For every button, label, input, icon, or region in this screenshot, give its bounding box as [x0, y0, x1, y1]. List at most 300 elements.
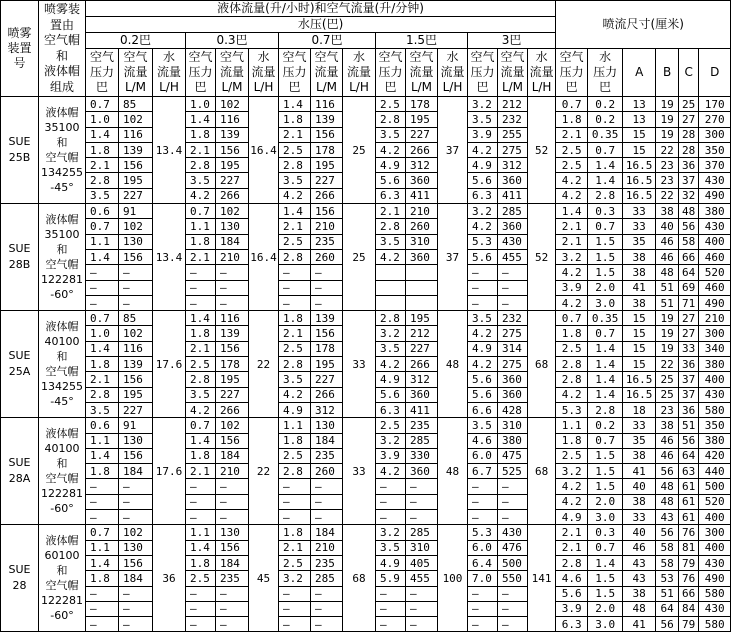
cell-line: -60° — [50, 609, 74, 623]
air-pressure-cell: 2.1 — [279, 326, 311, 341]
water-flow-cell: 37 — [438, 97, 468, 204]
spray-b-cell: 48 — [656, 494, 679, 509]
air-flow-cell: 156 — [119, 372, 153, 387]
air-pressure-cell: 1.8 — [86, 142, 119, 157]
cell-line: 流量 — [409, 65, 434, 79]
air-flow-cell: 130 — [119, 540, 153, 555]
air-flow-cell: 130 — [119, 234, 153, 249]
air-pressure-cell: 1.4 — [86, 555, 119, 570]
spray-c-cell: 63 — [679, 464, 699, 479]
air-pressure-cell: – — [468, 494, 498, 509]
cell-line: 和 — [55, 48, 68, 63]
spray-d-cell: 400 — [699, 234, 731, 249]
spray-water-pressure-cell: 0.3 — [588, 204, 623, 219]
spray-water-pressure-cell: 0.3 — [588, 525, 623, 540]
air-flow-cell: – — [311, 479, 343, 494]
water-flow-cell: 48 — [438, 311, 468, 418]
air-flow-cell: 156 — [311, 326, 343, 341]
air-pressure-cell: – — [86, 265, 119, 280]
cell-line: 25B — [8, 151, 31, 165]
air-flow-cell: – — [498, 601, 528, 616]
air-flow-header — [311, 49, 343, 97]
air-flow-cell: 475 — [498, 448, 528, 463]
spray-d-cell: 350 — [699, 418, 731, 433]
cell-line: 压力 — [188, 65, 213, 79]
spray-c-cell: 79 — [679, 555, 699, 570]
water-flow-header — [528, 49, 556, 97]
air-flow-cell: 312 — [406, 372, 438, 387]
air-flow-cell — [406, 265, 438, 280]
air-flow-cell: – — [498, 510, 528, 525]
air-pressure-cell: 4.9 — [468, 158, 498, 173]
air-pressure-cell: 2.5 — [376, 418, 406, 433]
spray-water-pressure-cell: 0.7 — [588, 142, 623, 157]
air-flow-cell: 195 — [311, 158, 343, 173]
cell-line: 流量 — [529, 65, 554, 79]
air-flow-cell: 178 — [311, 142, 343, 157]
spray-a-cell: 38 — [623, 295, 656, 310]
air-flow-cell: – — [216, 494, 249, 509]
air-flow-cell: 156 — [216, 540, 249, 555]
air-pressure-cell: 1.4 — [186, 112, 216, 127]
air-flow-header — [119, 49, 153, 97]
air-flow-cell: 178 — [406, 97, 438, 112]
spray-d-cell: 430 — [699, 555, 731, 570]
air-pressure-cell: 4.9 — [279, 402, 311, 417]
air-flow-cell: 312 — [311, 402, 343, 417]
spray-air-pressure-cell: 1.1 — [556, 418, 588, 433]
spray-d-cell: 380 — [699, 433, 731, 448]
spray-a-cell: 35 — [623, 234, 656, 249]
air-pressure-cell: 1.4 — [186, 433, 216, 448]
air-flow-cell: – — [216, 280, 249, 295]
air-pressure-cell: 3.5 — [468, 418, 498, 433]
air-flow-cell: 102 — [119, 525, 153, 540]
air-pressure-cell: – — [468, 586, 498, 601]
air-flow-cell: – — [498, 617, 528, 632]
spray-water-pressure-cell: 0.7 — [588, 433, 623, 448]
spray-a-cell: 33 — [623, 219, 656, 234]
spray-d-cell: 580 — [699, 586, 731, 601]
air-pressure-cell: 6.3 — [468, 188, 498, 203]
cell-line: 流量 — [123, 65, 148, 79]
cell-line: 流量 — [440, 65, 465, 79]
air-pressure-cell: 5.6 — [468, 372, 498, 387]
air-pressure-cell: 2.8 — [376, 112, 406, 127]
spray-d-cell: 520 — [699, 494, 731, 509]
air-pressure-cell: 3.2 — [376, 525, 406, 540]
air-pressure-cell: 1.8 — [186, 448, 216, 463]
air-pressure-cell: 4.9 — [376, 555, 406, 570]
spray-d-cell: 490 — [699, 188, 731, 203]
spray-a-cell: 15 — [623, 341, 656, 356]
cell-line: -60° — [50, 288, 74, 302]
air-pressure-cell: 3.5 — [376, 540, 406, 555]
spray-c-cell: 69 — [679, 280, 699, 295]
spray-d-cell: 430 — [699, 219, 731, 234]
air-flow-cell: 184 — [216, 555, 249, 570]
spray-d-cell: 490 — [699, 295, 731, 310]
air-pressure-cell: – — [468, 510, 498, 525]
water-flow-header — [438, 49, 468, 97]
cell-line: 水 — [599, 50, 612, 64]
air-pressure-cell: 1.0 — [86, 112, 119, 127]
spray-a-cell: 35 — [623, 433, 656, 448]
cell-line: SUE — [8, 349, 31, 363]
air-pressure-cell: 1.8 — [186, 234, 216, 249]
air-pressure-cell: 3.5 — [468, 112, 498, 127]
water-flow-cell: 68 — [528, 418, 556, 525]
cell-line: 巴 — [95, 80, 108, 94]
air-pressure-cell: – — [376, 494, 406, 509]
spray-b-cell: 64 — [656, 601, 679, 616]
air-flow-cell: 428 — [498, 402, 528, 417]
air-pressure-cell: 0.7 — [86, 525, 119, 540]
air-flow-cell: – — [311, 494, 343, 509]
air-flow-cell: 139 — [216, 326, 249, 341]
spray-air-pressure-cell: 2.8 — [556, 555, 588, 570]
air-flow-cell: 116 — [216, 311, 249, 326]
cell-line: L/H — [349, 80, 369, 94]
spray-a-cell: 15 — [623, 357, 656, 372]
air-pressure-cell: 1.8 — [86, 464, 119, 479]
spray-a-cell: 15 — [623, 326, 656, 341]
pressure-label: 0.2巴 — [86, 33, 186, 49]
air-flow-cell: 130 — [311, 418, 343, 433]
spray-a-cell: 41 — [623, 464, 656, 479]
air-flow-cell: 102 — [216, 204, 249, 219]
air-pressure-cell: 2.8 — [279, 464, 311, 479]
cell-line: 40100 — [44, 442, 80, 456]
air-pressure-cell: 4.2 — [468, 357, 498, 372]
spray-water-pressure-cell: 1.4 — [588, 173, 623, 188]
spray-water-pressure-cell: 1.5 — [588, 249, 623, 264]
pressure-label: 0.7巴 — [279, 33, 376, 49]
spray-b-cell: 51 — [656, 586, 679, 601]
air-pressure-cell: 2.5 — [279, 341, 311, 356]
spray-air-pressure-cell: 4.2 — [556, 479, 588, 494]
spray-b-cell: 19 — [656, 127, 679, 142]
air-pressure-cell: 3.5 — [376, 127, 406, 142]
spray-b-cell: 48 — [656, 479, 679, 494]
spray-air-pressure-cell: 0.7 — [556, 97, 588, 112]
air-flow-cell: 210 — [311, 540, 343, 555]
spray-d-cell: 440 — [699, 464, 731, 479]
air-flow-cell: 102 — [119, 326, 153, 341]
cell-line: 水 — [352, 50, 365, 64]
spray-air-pressure-cell: 5.3 — [556, 402, 588, 417]
air-pressure-cell — [376, 280, 406, 295]
spray-c-cell: 48 — [679, 204, 699, 219]
air-pressure-cell: 3.5 — [376, 234, 406, 249]
cell-line: 装置 — [7, 41, 32, 55]
air-pressure-cell: 4.2 — [468, 142, 498, 157]
spray-b-cell: 19 — [656, 112, 679, 127]
cell-line: 空气 — [470, 50, 495, 64]
air-flow-cell: 525 — [498, 464, 528, 479]
air-flow-cell: 116 — [311, 97, 343, 112]
air-pressure-cell: 1.8 — [86, 357, 119, 372]
air-pressure-cell: 4.2 — [468, 219, 498, 234]
air-pressure-cell: – — [279, 265, 311, 280]
cell-line: 压力 — [89, 65, 114, 79]
spray-b-cell: 51 — [656, 295, 679, 310]
air-pressure-header — [186, 49, 216, 97]
spray-b-cell: 43 — [656, 510, 679, 525]
air-flow-cell: 360 — [498, 387, 528, 402]
spray-b-cell: 56 — [656, 617, 679, 632]
spray-c-cell: 28 — [679, 127, 699, 142]
air-pressure-cell: 0.7 — [86, 219, 119, 234]
air-flow-header — [498, 49, 528, 97]
air-flow-cell: 91 — [119, 204, 153, 219]
air-pressure-cell: – — [279, 586, 311, 601]
air-pressure-cell: 0.6 — [86, 204, 119, 219]
air-pressure-cell: 1.8 — [186, 127, 216, 142]
air-flow-cell: 156 — [119, 448, 153, 463]
air-flow-cell: 195 — [406, 311, 438, 326]
spray-water-pressure-cell: 1.4 — [588, 158, 623, 173]
water-flow-cell: 22 — [249, 311, 279, 418]
spray-c-cell: 61 — [679, 479, 699, 494]
spray-water-pressure-cell: 1.4 — [588, 555, 623, 570]
air-pressure-header — [468, 49, 498, 97]
air-flow-cell: 227 — [119, 188, 153, 203]
air-pressure-cell: 5.6 — [468, 249, 498, 264]
air-pressure-cell: – — [186, 265, 216, 280]
spray-air-pressure-cell: 2.1 — [556, 127, 588, 142]
air-flow-cell: 210 — [406, 204, 438, 219]
air-pressure-cell: 0.6 — [86, 418, 119, 433]
spray-c-cell: 79 — [679, 617, 699, 632]
spray-c-cell: 84 — [679, 601, 699, 616]
air-flow-cell: 255 — [498, 127, 528, 142]
air-flow-cell: 156 — [311, 204, 343, 219]
cell-line: 压力 — [470, 65, 495, 79]
device-no-cell — [1, 204, 39, 311]
air-flow-cell: – — [216, 479, 249, 494]
air-pressure-cell: 6.0 — [468, 540, 498, 555]
air-pressure-cell: 2.8 — [279, 249, 311, 264]
cell-line: 组成 — [49, 79, 74, 94]
table-row — [1, 525, 731, 540]
air-flow-cell: 330 — [406, 448, 438, 463]
air-pressure-cell: – — [279, 617, 311, 632]
air-pressure-cell: 5.9 — [376, 571, 406, 586]
air-pressure-cell: 2.5 — [376, 97, 406, 112]
water-flow-header — [249, 49, 279, 97]
cell-line: 空气帽 — [45, 579, 79, 593]
air-flow-cell: – — [406, 586, 438, 601]
air-pressure-cell: – — [86, 586, 119, 601]
air-flow-cell: – — [119, 586, 153, 601]
air-flow-cell: – — [311, 601, 343, 616]
spray-d-cell: 500 — [699, 479, 731, 494]
spray-d-cell: 270 — [699, 112, 731, 127]
spray-water-pressure-cell: 1.4 — [588, 357, 623, 372]
spray-water-pressure-cell: 3.0 — [588, 295, 623, 310]
air-pressure-cell: 4.2 — [186, 188, 216, 203]
composition-cell — [39, 97, 86, 204]
spray-c-cell: 76 — [679, 571, 699, 586]
water-flow-cell: 16.4 — [249, 204, 279, 311]
air-flow-cell: 85 — [119, 311, 153, 326]
cell-line: 巴 — [599, 80, 612, 94]
spray-c-cell: 56 — [679, 219, 699, 234]
air-pressure-cell: 6.7 — [468, 464, 498, 479]
air-pressure-cell: 3.5 — [186, 387, 216, 402]
air-pressure-cell: 5.6 — [376, 387, 406, 402]
spray-d-cell: 430 — [699, 601, 731, 616]
air-pressure-cell: 0.7 — [186, 418, 216, 433]
cell-line: L/H — [253, 80, 274, 94]
cell-line: 空气 — [559, 50, 584, 64]
air-flow-cell: 195 — [119, 387, 153, 402]
air-pressure-cell: 3.5 — [86, 188, 119, 203]
air-pressure-cell: 6.3 — [376, 188, 406, 203]
air-flow-cell: 156 — [311, 127, 343, 142]
air-pressure-cell: 0.7 — [86, 97, 119, 112]
water-pressure-title: 水压(巴) — [86, 17, 556, 33]
spray-c-cell: 71 — [679, 295, 699, 310]
air-flow-cell: 227 — [216, 173, 249, 188]
spray-water-pressure-cell: 0.35 — [588, 127, 623, 142]
air-pressure-cell: 2.1 — [186, 249, 216, 264]
air-flow-cell: 260 — [311, 249, 343, 264]
cell-line: 液体帽 — [45, 534, 79, 548]
spray-a-cell: 16.5 — [623, 188, 656, 203]
air-flow-header — [406, 49, 438, 97]
air-pressure-cell: 2.1 — [86, 372, 119, 387]
table-row — [1, 311, 731, 326]
air-pressure-cell: 3.5 — [279, 173, 311, 188]
air-flow-cell: 195 — [119, 173, 153, 188]
air-flow-cell: – — [498, 586, 528, 601]
spray-c-cell: 28 — [679, 142, 699, 157]
cell-line: 液体帽 — [45, 320, 79, 334]
air-flow-cell: 178 — [216, 357, 249, 372]
spray-water-pressure-cell: 1.5 — [588, 448, 623, 463]
spray-water-pressure-cell: 1.4 — [588, 387, 623, 402]
table-body — [1, 97, 731, 632]
air-flow-cell: 235 — [311, 234, 343, 249]
air-flow-cell: 184 — [311, 525, 343, 540]
spray-c-cell: 61 — [679, 510, 699, 525]
air-pressure-cell: 6.4 — [468, 555, 498, 570]
cell-line: L/H — [531, 80, 552, 94]
spray-water-pressure-cell: 1.4 — [588, 372, 623, 387]
cell-line: 流量 — [500, 65, 525, 79]
device-no-cell — [1, 418, 39, 525]
cell-line: 空气 — [409, 50, 434, 64]
spray-d-cell: 580 — [699, 617, 731, 632]
air-flow-cell: – — [311, 510, 343, 525]
cell-line: 空气 — [89, 50, 114, 64]
spray-water-pressure-cell: 0.35 — [588, 311, 623, 326]
air-pressure-cell: 1.4 — [186, 311, 216, 326]
cell-line: 35100 — [44, 228, 80, 242]
cell-line: 和 — [56, 350, 68, 364]
air-flow-cell: 235 — [406, 418, 438, 433]
air-flow-cell: 455 — [498, 249, 528, 264]
air-pressure-cell: – — [468, 280, 498, 295]
spray-a-cell: 43 — [623, 555, 656, 570]
cell-line: SUE — [8, 242, 31, 256]
air-flow-header — [216, 49, 249, 97]
air-flow-cell: 116 — [119, 341, 153, 356]
spray-dim-c-header: C — [679, 49, 699, 97]
spray-c-cell: 37 — [679, 372, 699, 387]
cell-line: L/M — [410, 80, 433, 94]
cell-line: 巴 — [565, 80, 578, 94]
air-flow-cell: 310 — [498, 418, 528, 433]
air-pressure-cell: 5.6 — [376, 173, 406, 188]
spray-c-cell: 25 — [679, 97, 699, 112]
cell-line: 122281 — [41, 487, 83, 501]
spray-a-cell: 41 — [623, 617, 656, 632]
spray-b-cell: 19 — [656, 97, 679, 112]
air-flow-cell: – — [498, 280, 528, 295]
spray-d-cell: 380 — [699, 357, 731, 372]
cell-line: 流量 — [251, 65, 276, 79]
spray-c-cell: 81 — [679, 540, 699, 555]
air-flow-cell: – — [216, 265, 249, 280]
spray-a-cell: 15 — [623, 142, 656, 157]
device-no-cell — [1, 97, 39, 204]
cell-line: 40100 — [44, 335, 80, 349]
air-pressure-cell: 5.3 — [468, 234, 498, 249]
air-flow-cell: 116 — [119, 127, 153, 142]
air-pressure-cell: 3.2 — [468, 204, 498, 219]
air-pressure-cell: 2.8 — [86, 387, 119, 402]
air-pressure-cell: 2.8 — [376, 311, 406, 326]
cell-line: L/M — [501, 80, 524, 94]
spray-water-pressure-cell: 1.5 — [588, 479, 623, 494]
spray-a-cell: 16.5 — [623, 387, 656, 402]
air-flow-cell: 91 — [119, 418, 153, 433]
air-pressure-cell: – — [376, 479, 406, 494]
spray-air-pressure-cell: 4.2 — [556, 188, 588, 203]
air-pressure-cell: 2.1 — [186, 464, 216, 479]
spray-air-pressure-cell: 2.8 — [556, 357, 588, 372]
air-flow-cell: 275 — [498, 357, 528, 372]
air-flow-cell: – — [498, 295, 528, 310]
spray-water-pressure-cell: 0.2 — [588, 97, 623, 112]
cell-line: 60100 — [44, 549, 80, 563]
cell-line: 空气帽 — [43, 33, 80, 47]
spray-water-pressure-cell: 1.4 — [588, 341, 623, 356]
spray-b-cell: 51 — [656, 280, 679, 295]
air-flow-cell: 266 — [311, 188, 343, 203]
air-flow-cell: – — [119, 617, 153, 632]
air-pressure-cell: 4.2 — [279, 387, 311, 402]
air-flow-cell: – — [406, 479, 438, 494]
air-pressure-cell: – — [468, 265, 498, 280]
air-pressure-cell: – — [86, 280, 119, 295]
air-flow-cell: – — [311, 265, 343, 280]
spray-b-cell: 56 — [656, 464, 679, 479]
spray-a-cell: 33 — [623, 204, 656, 219]
spray-air-pressure-cell: 2.5 — [556, 448, 588, 463]
air-flow-cell: 235 — [216, 571, 249, 586]
cell-line: 空气 — [500, 50, 525, 64]
cell-line: 水 — [535, 50, 548, 64]
cell-line: 压力 — [282, 65, 307, 79]
air-flow-cell: 178 — [311, 341, 343, 356]
air-flow-cell: 360 — [406, 249, 438, 264]
air-flow-cell: – — [406, 510, 438, 525]
spray-c-cell: 61 — [679, 494, 699, 509]
